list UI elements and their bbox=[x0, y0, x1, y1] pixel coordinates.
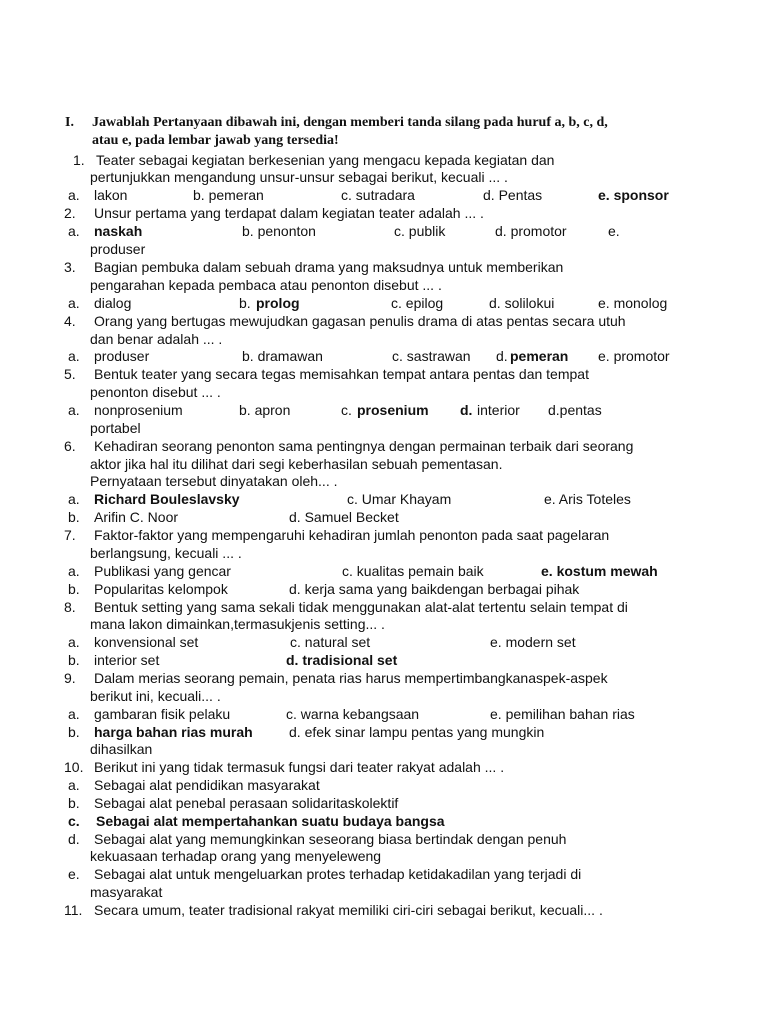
option-e: e. pemilihan bahan rias bbox=[490, 706, 635, 722]
option-c-answer: prosenium bbox=[357, 402, 429, 418]
option-b-letter: b. bbox=[239, 295, 251, 311]
option-letter: a. bbox=[68, 348, 80, 364]
option-d: d. solilokui bbox=[489, 295, 555, 311]
option-c: c. kualitas pemain baik bbox=[342, 563, 484, 579]
option-d: interior bbox=[477, 402, 520, 418]
option-e: e. Aris Toteles bbox=[544, 491, 631, 507]
option-e: d.pentas bbox=[548, 402, 602, 418]
option-d-answer: d. tradisional set bbox=[286, 652, 398, 668]
option-d-answer: pemeran bbox=[510, 348, 569, 364]
question-text: pengarahan kepada pembaca atau penonton disebut ... . bbox=[90, 277, 442, 293]
option-d-letter: d. bbox=[496, 348, 508, 364]
option-b: b. apron bbox=[239, 402, 291, 418]
option-d-continued: kekuasaan terhadap orang yang menyeleweng bbox=[90, 848, 382, 864]
question-number: 8. bbox=[64, 599, 76, 615]
option-e-continued: masyarakat bbox=[90, 884, 163, 900]
option-a: gambaran fisik pelaku bbox=[94, 706, 231, 722]
option-e: e. modern set bbox=[490, 634, 576, 650]
question-text: Secara umum, teater tradisional rakyat memiliki ciri-ciri sebagai berikut, kecuali... . bbox=[94, 902, 603, 918]
option-letter: e. bbox=[68, 866, 80, 882]
option-letter: d. bbox=[68, 831, 80, 847]
option-letter: a. bbox=[68, 402, 80, 418]
option-b: b. penonton bbox=[242, 223, 316, 239]
option-c: c. Umar Khayam bbox=[347, 491, 452, 507]
option-b: Popularitas kelompok bbox=[94, 581, 228, 597]
option-e-continued: produser bbox=[90, 241, 146, 257]
option-letter: a. bbox=[68, 563, 80, 579]
option-e-answer: e. sponsor bbox=[598, 187, 669, 203]
option-c-answer: Sebagai alat mempertahankan suatu budaya bangsa bbox=[96, 813, 445, 829]
option-a: produser bbox=[94, 348, 150, 364]
instruction-line-2: atau e, pada lembar jawab yang tersedia! bbox=[92, 133, 339, 148]
option-a: lakon bbox=[94, 187, 128, 203]
question-number: 1. bbox=[73, 152, 85, 168]
question-text: aktor jika hal itu dilihat dari segi keberhasilan sebuah pementasan. bbox=[90, 456, 503, 472]
option-d-continued: dihasilkan bbox=[90, 741, 153, 757]
option-letter: b. bbox=[68, 652, 80, 668]
option-b: b. pemeran bbox=[193, 187, 264, 203]
option-d: Sebagai alat yang memungkinkan seseorang biasa bertindak dengan penuh bbox=[94, 831, 567, 847]
option-letter: a. bbox=[68, 223, 80, 239]
option-a: nonprosenium bbox=[94, 402, 183, 418]
question-number: 11. bbox=[64, 902, 83, 918]
option-d: d. promotor bbox=[495, 223, 567, 239]
question-text: Faktor-faktor yang mempengaruhi kehadiran jumlah penonton pada saat pagelaran bbox=[94, 527, 610, 543]
question-text: Bagian pembuka dalam sebuah drama yang maksudnya untuk memberikan bbox=[94, 259, 564, 275]
option-e: e. monolog bbox=[598, 295, 668, 311]
option-letter: a. bbox=[68, 295, 80, 311]
question-text: berikut ini, kecuali... . bbox=[90, 688, 221, 704]
question-text: pertunjukkan mengandung unsur-unsur sebagai berikut, kecuali ... . bbox=[90, 169, 508, 185]
option-c: c. sutradara bbox=[341, 187, 415, 203]
option-letter: b. bbox=[68, 724, 80, 740]
question-text: Pernyataan tersebut dinyatakan oleh... . bbox=[90, 473, 338, 489]
option-b: interior set bbox=[94, 652, 160, 668]
option-c: c. warna kebangsaan bbox=[286, 706, 420, 722]
option-b-answer: prolog bbox=[256, 295, 300, 311]
question-text: Teater sebagai kegiatan berkesenian yang mengacu kepada kegiatan dan bbox=[96, 152, 555, 168]
question-text: dan benar adalah ... . bbox=[90, 331, 223, 347]
question-number: 5. bbox=[64, 366, 76, 382]
option-letter: b. bbox=[68, 509, 80, 525]
option-d: d. Pentas bbox=[483, 187, 543, 203]
question-text: mana lakon dimainkan,termasukjenis setting... . bbox=[90, 616, 385, 632]
option-a-answer: naskah bbox=[94, 223, 143, 239]
option-a-answer: Richard Bouleslavsky bbox=[94, 491, 240, 507]
option-c: c. epilog bbox=[391, 295, 444, 311]
option-a: Sebagai alat pendidikan masyarakat bbox=[94, 777, 320, 793]
question-number: 2. bbox=[64, 205, 76, 221]
option-e-answer: e. kostum mewah bbox=[541, 563, 658, 579]
option-c: c. publik bbox=[394, 223, 446, 239]
option-e: e. promotor bbox=[598, 348, 670, 364]
option-letter: b. bbox=[68, 795, 80, 811]
option-a: konvensional set bbox=[94, 634, 199, 650]
question-text: Berikut ini yang tidak termasuk fungsi dari teater rakyat adalah ... . bbox=[94, 759, 505, 775]
question-text: Dalam merias seorang pemain, penata rias harus mempertimbangkanaspek-aspek bbox=[94, 670, 608, 686]
question-number: 10. bbox=[64, 759, 84, 775]
question-text: penonton disebut ... . bbox=[90, 384, 221, 400]
option-d: d. Samuel Becket bbox=[289, 509, 399, 525]
option-d: d. kerja sama yang baikdengan berbagai pihak bbox=[289, 581, 580, 597]
section-number: I. bbox=[65, 115, 74, 130]
option-e: e. bbox=[608, 223, 620, 239]
instruction-line-1: Jawablah Pertanyaan dibawah ini, dengan memberi tanda silang pada huruf a, b, c, d, bbox=[92, 115, 608, 130]
question-text: Orang yang bertugas mewujudkan gagasan penulis drama di atas pentas secara utuh bbox=[94, 313, 626, 329]
question-text: berlangsung, kecuali ... . bbox=[90, 545, 242, 561]
option-d: d. efek sinar lampu pentas yang mungkin bbox=[289, 724, 545, 740]
option-letter: c. bbox=[68, 813, 80, 829]
option-c: c. natural set bbox=[290, 634, 371, 650]
option-letter: b. bbox=[68, 581, 80, 597]
question-number: 6. bbox=[64, 438, 76, 454]
option-letter: a. bbox=[68, 706, 80, 722]
question-number: 7. bbox=[64, 527, 76, 543]
option-e: Sebagai alat untuk mengeluarkan protes terhadap ketidakadilan yang terjadi di bbox=[94, 866, 582, 882]
option-a: Publikasi yang gencar bbox=[94, 563, 231, 579]
option-b: Arifin C. Noor bbox=[94, 509, 179, 525]
option-b-answer: harga bahan rias murah bbox=[94, 724, 253, 740]
question-text: Kehadiran seorang penonton sama pentingnya dengan permainan terbaik dari seorang bbox=[94, 438, 634, 454]
question-text: Bentuk teater yang secara tegas memisahkan tempat antara pentas dan tempat bbox=[94, 366, 589, 382]
option-e-continued: portabel bbox=[90, 420, 141, 436]
option-d-letter: d. bbox=[460, 402, 473, 418]
option-c-letter: c. bbox=[341, 402, 352, 418]
option-letter: a. bbox=[68, 634, 80, 650]
option-letter: a. bbox=[68, 491, 80, 507]
option-letter: a. bbox=[68, 187, 80, 203]
question-number: 3. bbox=[64, 259, 76, 275]
question-number: 9. bbox=[64, 670, 76, 686]
question-text: Unsur pertama yang terdapat dalam kegiatan teater adalah ... . bbox=[94, 205, 484, 221]
option-b: Sebagai alat penebal perasaan solidaritaskolektif bbox=[94, 795, 399, 811]
option-a: dialog bbox=[94, 295, 132, 311]
option-letter: a. bbox=[68, 777, 80, 793]
option-b: b. dramawan bbox=[242, 348, 323, 364]
option-c: c. sastrawan bbox=[392, 348, 471, 364]
question-text: Bentuk setting yang sama sekali tidak menggunakan alat-alat tertentu selain tempat di bbox=[94, 599, 628, 615]
question-number: 4. bbox=[64, 313, 76, 329]
